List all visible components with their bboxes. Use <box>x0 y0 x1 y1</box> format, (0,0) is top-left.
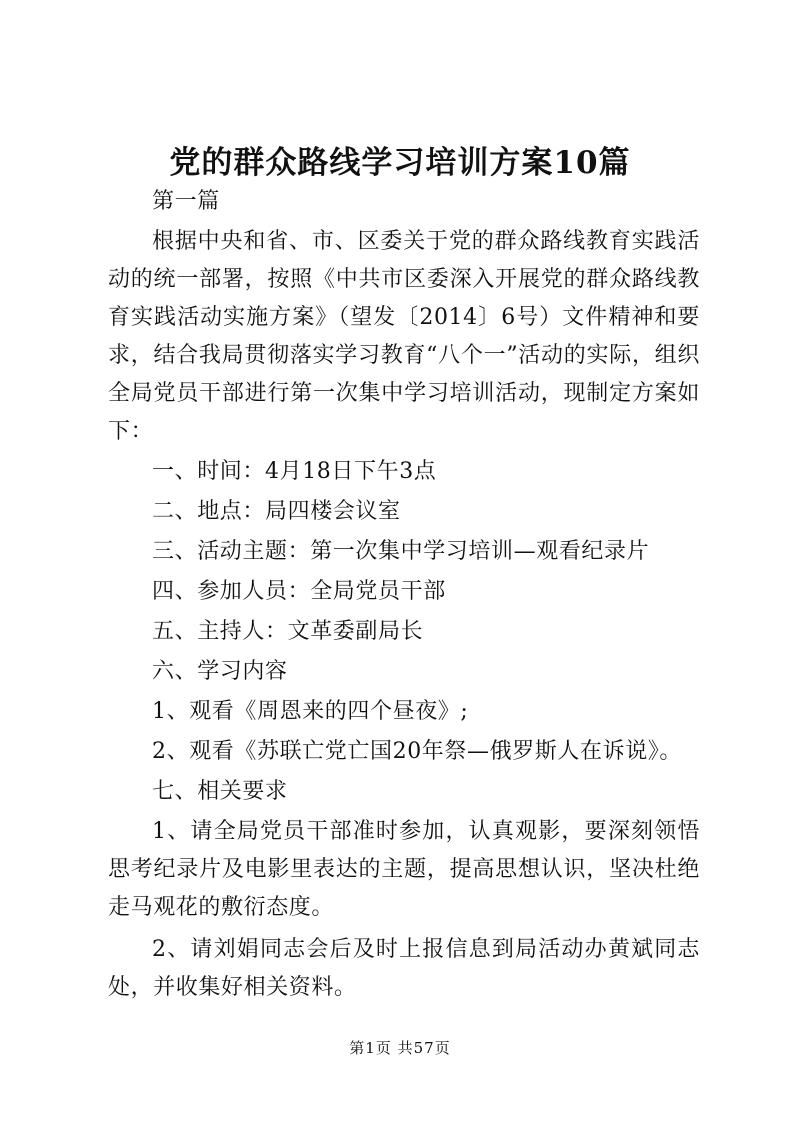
document-body <box>108 183 700 1009</box>
location-item: 二、地点：局四楼会议室 <box>152 499 401 524</box>
requirement-2: 2、请刘娟同志会后及时上报信息到局活动办黄斌同志处，并收集好相关资料。 <box>108 937 700 1000</box>
requirement-1: 1、请全局党员干部准时参加，认真观影，要深刻领悟思考纪录片及电影里表达的主题，提高思想认识，坚决杜绝走马观花的敷衍态度。 <box>108 819 700 920</box>
content-heading: 六、学习内容 <box>152 659 288 684</box>
section-heading: 第一篇 <box>152 189 220 214</box>
intro-paragraph: 根据中央和省、市、区委关于党的群众路线教育实践活动的统一部署，按照《中共市区委深入开展党的群众路线教育实践活动实施方案》（望发〔2014〕6号）文件精神和要求，结合我局贯彻落实学习教育“八个一”活动的实际，组织全局党员干部进行第一次集中学习培训活动，现制定方案如下： <box>108 229 700 444</box>
content-item-1: 1、观看《周恩来的四个昼夜》; <box>152 699 469 724</box>
host-item: 五、主持人：文革委副局长 <box>152 619 424 644</box>
participants-item: 四、参加人员：全局党员干部 <box>152 579 446 604</box>
content-item-2: 2、观看《苏联亡党亡国20年祭—俄罗斯人在诉说》。 <box>152 739 682 764</box>
page-number: 第1页 共57页 <box>349 1039 451 1057</box>
time-item: 一、时间：4月18日下午3点 <box>152 459 437 484</box>
theme-item: 三、活动主题：第一次集中学习培训—观看纪录片 <box>152 539 650 564</box>
page-title: 党的群众路线学习培训方案10篇 <box>169 145 631 181</box>
requirements-heading: 七、相关要求 <box>152 779 288 804</box>
